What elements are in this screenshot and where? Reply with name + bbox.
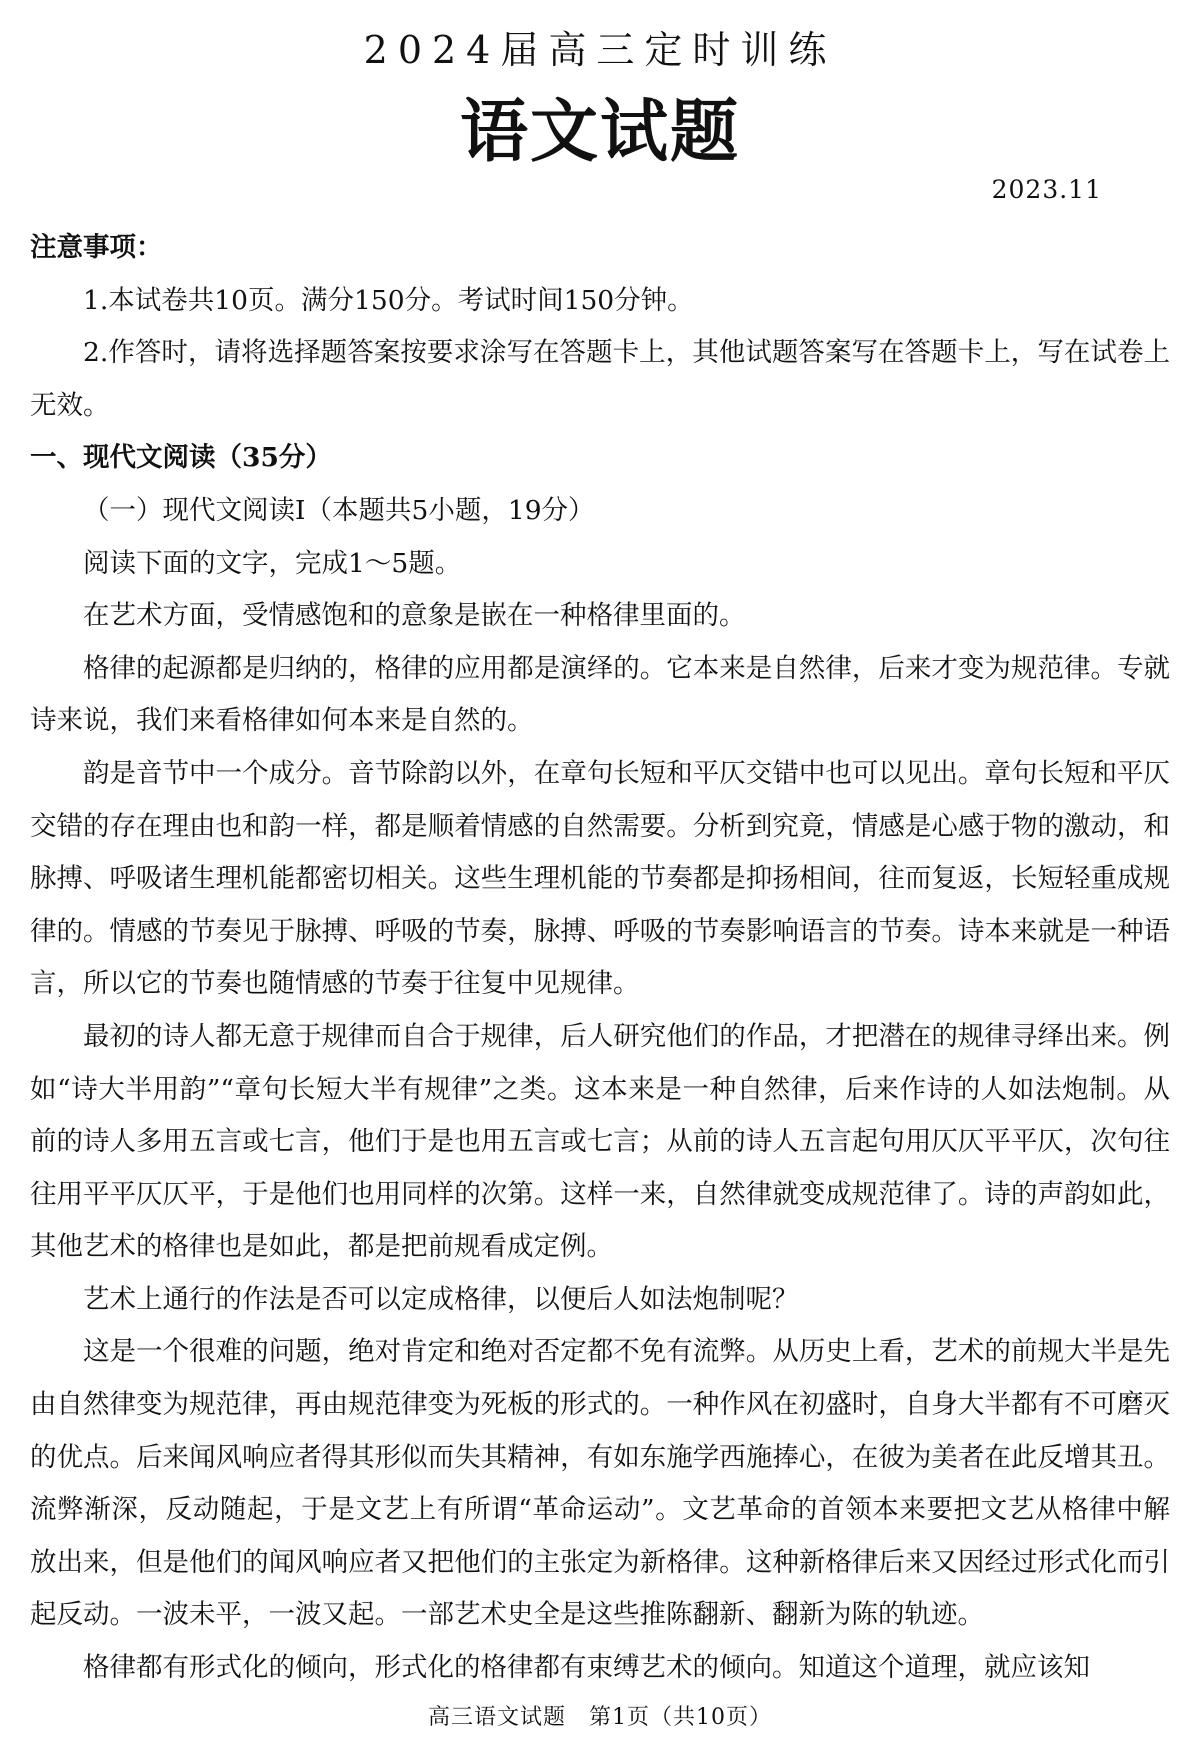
passage-paragraph: 最初的诗人都无意于规律而自合于规律，后人研究他们的作品，才把潜在的规律寻绎出来。例如“诗大半用韵”“章句长短大半有规律”之类。这本来是一种自然律，后来作诗的人如法炮制。从前的诗人多用五言或七言，他们于是也用五言或七言；从前的诗人五言起句用仄仄平平仄，次句往往用平平仄仄平，于是他们也用同样的次第。这样一来，自然律就变成规范律了。诗的声韵如此，其他艺术的格律也是如此，都是把前规看成定例。: [30, 1020, 1170, 1263]
notice-item-2: 2.作答时，请将选择题答案按要求涂写在答题卡上，其他试题答案写在答题卡上，写在试卷上无效。: [30, 337, 1170, 421]
exam-date: 2023.11: [991, 175, 1102, 204]
passage-paragraph: 韵是音节中一个成分。音节除韵以外，在章句长短和平仄交错中也可以见出。章句长短和平仄交错的存在理由也和韵一样，都是顺着情感的自然需要。分析到究竟，情感是心感于物的激动，和脉搏、呼吸诸生理机能都密切相关。这些生理机能的节奏都是抑扬相间，往而复返，长短轻重成规律的。情感的节奏见于脉搏、呼吸的节奏，脉搏、呼吸的节奏影响语言的节奏。诗本来就是一种语言，所以它的节奏也随情感的节奏于往复中见规律。: [30, 757, 1170, 1000]
subsection-heading: （一）现代文阅读Ⅰ（本题共5小题，19分）: [83, 494, 595, 526]
passage-paragraph: 这是一个很难的问题，绝对肯定和绝对否定都不免有流弊。从历史上看，艺术的前规大半是先由自然律变为规范律，再由规范律变为死板的形式的。一种作风在初盛时，自身大半都有不可磨灭的优点。后来闻风响应者得其形似而失其精神，有如东施学西施捧心，在彼为美者在此反增其丑。流弊渐深，反动随起，于是文艺上有所谓“革命运动”。文艺革命的首领本来要把文艺从格律中解放出来，但是他们的闻风响应者又把他们的主张定为新格律。这种新格律后来又因经过形式化而引起反动。一波未平，一波又起。一部艺术史全是这些推陈翻新、翻新为陈的轨迹。: [30, 1336, 1170, 1631]
exam-title-line: 2024届高三定时训练: [363, 28, 837, 72]
passage-paragraph: 格律都有形式化的倾向，形式化的格律都有束缚艺术的倾向。知道这个道理，就应该知: [83, 1652, 1090, 1684]
section-heading: 一、现代文阅读（35分）: [30, 442, 332, 474]
notice-heading: 注意事项：: [30, 232, 163, 263]
passage-paragraph: 艺术上通行的作法是否可以定成格律，以便后人如法炮制呢？: [83, 1283, 799, 1315]
reading-instruction: 阅读下面的文字，完成1～5题。: [83, 547, 462, 579]
notice-item-1: 1.本试卷共10页。满分150分。考试时间150分钟。: [83, 284, 694, 316]
exam-content: [30, 222, 1170, 1695]
passage-paragraph: 在艺术方面，受情感饱和的意象是嵌在一种格律里面的。: [83, 600, 746, 632]
passage-paragraph: 格律的起源都是归纳的，格律的应用都是演绎的。它本来是自然律，后来才变为规范律。专就诗来说，我们来看格律如何本来是自然的。: [30, 652, 1170, 737]
page-footer: 高三语文试题 第1页（共10页）: [428, 1705, 772, 1730]
subject-title: 语文试题: [459, 92, 740, 172]
